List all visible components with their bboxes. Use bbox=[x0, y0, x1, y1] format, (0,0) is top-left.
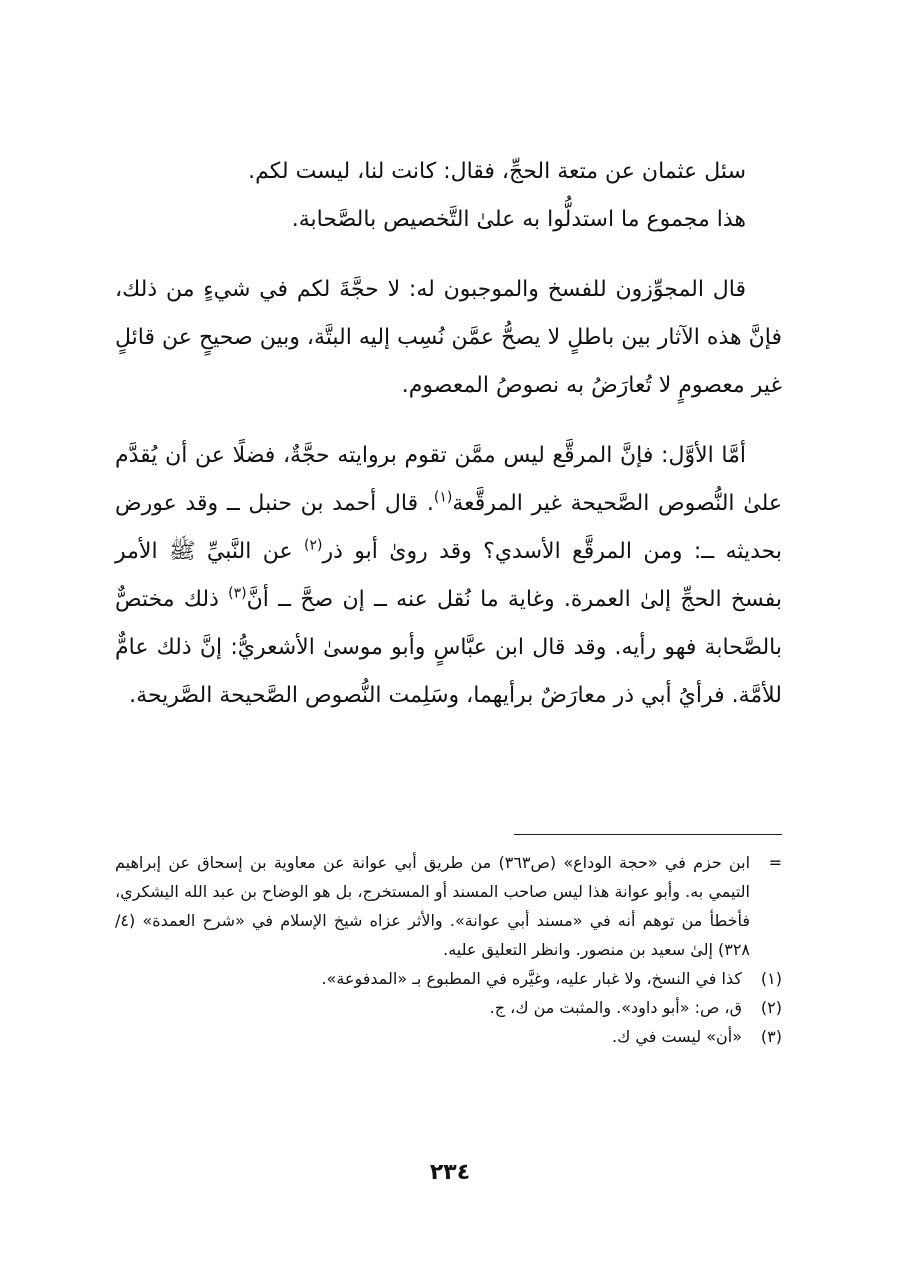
footnotes bbox=[115, 848, 782, 1051]
continuation-text: ابن حزم في «حجة الوداع» (ص٣٦٣) من طريق أبي عوانة عن معاوية بن إسحاق عن إبراهيم التيمي به. وأبو عوانة هذا ليس صاحب المسند أو المستخرج، بل هو الوضاح بن عبد الله اليشكري، فأخطأ من توهم أنه في «مسند أبي عوانة». والأثر عزاه شيخ الإسلام في «شرح العمدة» (٤/ ٣٢٨) إلىٰ سعيد بن منصور. وانظر التعليق عليه. bbox=[115, 853, 751, 959]
paragraph-4-part-b: . قال أحمد بن حنبل ــ وقد عورض بحديثه ــ: ومن المرقَّع الأسدي؟ وقد روىٰ أبو ذر bbox=[115, 491, 782, 564]
continuation-mark: = bbox=[768, 853, 782, 872]
footnote-text: «أن» ليست في ك. bbox=[612, 1027, 742, 1046]
paragraph-gap bbox=[115, 410, 782, 432]
footnote-1 bbox=[115, 964, 782, 993]
footnote-number: (٢) bbox=[760, 998, 782, 1017]
footnote-continuation bbox=[115, 848, 782, 964]
paragraph-4-part-a: أمَّا الأوَّل: فإنَّ المرقَّع ليس ممَّن تقوم بروايته حجَّةٌ، فضلًا عن أن يُقدَّم علىٰ النُّصوص الصَّحيحة غير المرقَّعة bbox=[115, 443, 782, 516]
paragraph-1: سئل عثمان عن متعة الحجِّ، فقال: كانت لنا، ليست لكم. bbox=[248, 159, 746, 184]
footnote-ref-3[interactable]: (٣) bbox=[228, 585, 247, 602]
paragraph-2: هذا مجموع ما استدلُّوا به علىٰ التَّخصيص بالصَّحابة. bbox=[291, 207, 746, 232]
footnote-ref-2[interactable]: (٢) bbox=[303, 537, 323, 554]
footnote-text: كذا في النسخ، ولا غبار عليه، وغيَّره في المطبوع بـ «المدفوعة». bbox=[321, 969, 742, 988]
footnote-number: (١) bbox=[760, 969, 782, 988]
footnote-ref-1[interactable]: (١) bbox=[433, 489, 453, 506]
footnote-2 bbox=[115, 993, 782, 1022]
footnote-number: (٣) bbox=[760, 1027, 782, 1046]
paragraph-3: قال المجوِّزون للفسخ والموجبون له: لا حجَّةَ لكم في شيءٍ من ذلك، فإنَّ هذه الآثار بين باطلٍ لا يصحُّ عمَّن نُسِب إليه البتَّة، وبين صحيحٍ عن قائلٍ غير معصومٍ لا تُعارَضُ به نصوصُ المعصوم. bbox=[115, 277, 782, 398]
paragraph-4 bbox=[115, 432, 782, 720]
page-number: ٢٣٤ bbox=[429, 1160, 471, 1185]
paragraph-4-part-d: ذلك مختصٌّ بالصَّحابة فهو رأيه. وقد قال ابن عبَّاسٍ وأبو موسىٰ الأشعريُّ: إنَّ ذلك عامٌّ للأمَّة. فرأيُ أبي ذر معارَضٌ برأيهما، وسَلِمت النُّصوص الصَّحيحة الصَّريحة. bbox=[115, 587, 782, 708]
paragraph-gap bbox=[115, 244, 782, 266]
footnote-text: ق، ص: «أبو داود». والمثبت من ك، ج. bbox=[489, 998, 742, 1017]
footnote-3 bbox=[115, 1022, 782, 1051]
footnote-separator bbox=[514, 834, 782, 835]
paragraph-4-part-c: عن النَّبيِّ ﷺ الأمر بفسخ الحجِّ إلىٰ العمرة. وغاية ما نُقل عنه ــ إن صحَّ ــ أنَّ bbox=[115, 539, 782, 612]
main-text bbox=[115, 148, 782, 720]
